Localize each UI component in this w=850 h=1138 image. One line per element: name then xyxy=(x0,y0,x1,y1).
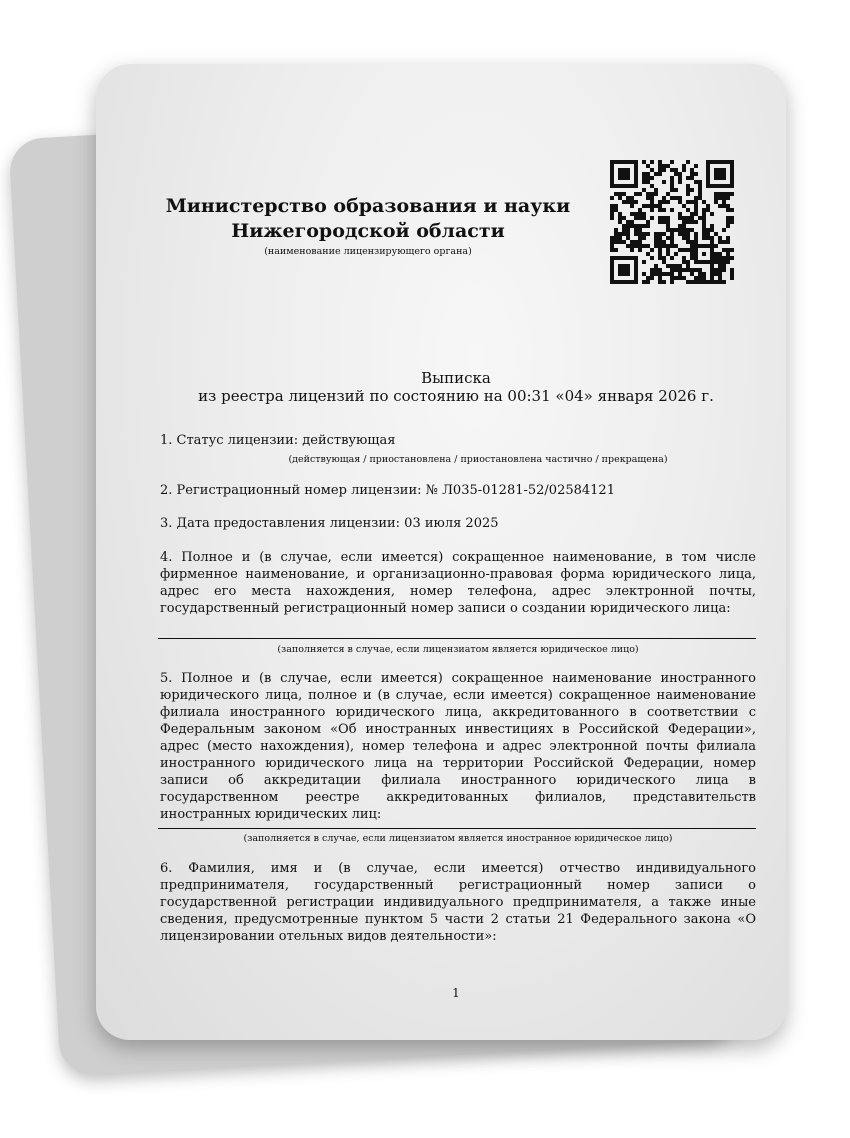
item-status: 1. Статус лицензии: действующая xyxy=(160,433,396,448)
document-page xyxy=(96,64,786,1040)
item-legal-entity: 4. Полное и (в случае, если имеется) сокращенное наименование, в том числе фирменное наименование, и организационно-правовая форма юридического лица, адрес его места нахождения, номер телефона, адрес электронной почты, государственный регистрационный номер записи о создании юридического лица: xyxy=(160,550,756,616)
legal-entity-caption: (заполняется в случае, если лицензиатом является юридическое лицо) xyxy=(277,644,639,655)
document-title xyxy=(126,369,786,405)
licensing-authority xyxy=(158,194,578,244)
authority-caption: (наименование лицензирующего органа) xyxy=(264,246,472,257)
item-registration-number: 2. Регистрационный номер лицензии: № Л035-01281-52/02584121 xyxy=(160,483,615,498)
foreign-entity-caption: (заполняется в случае, если лицензиатом является иностранное юридическое лицо) xyxy=(243,833,673,844)
item-entrepreneur: 6. Фамилия, имя и (в случае, если имеется) отчество индивидуального предпринимателя, государственный регистрационный номер записи о государственной регистрации индивидуального предпринимателя, а также иные сведения, предусмотренные пунктом 5 части 2 статьи 21 Федерального закона «О лицензировании отельных видов деятельности»: xyxy=(160,861,756,944)
legal-entity-line xyxy=(158,638,756,639)
status-caption: (действующая / приостановлена / приостановлена частично / прекращена) xyxy=(288,454,668,465)
qr-code-icon xyxy=(610,160,734,284)
authority-line-2: Нижегородской области xyxy=(231,220,505,242)
title-line-2: из реестра лицензий по состоянию на 00:31 «04» января 2026 г. xyxy=(198,387,714,405)
title-line-1: Выписка xyxy=(421,369,491,387)
item-foreign-entity: 5. Полное и (в случае, если имеется) сокращенное наименование иностранного юридического лица, полное и (в случае, если имеется) сокращенное наименование филиала иностранного юридического лица, аккредитованного в соответствии с Федеральным законом «Об иностранных инвестициях в Российской Федерации», адрес (место нахождения), номер телефона и адрес электронной почты филиала иностранного юридического лица на территории Российской Федерации, номер записи об аккредитации филиала иностранного юридического лица в государственном реестре аккредитованных филиалов, представительств иностранных юридических лиц: xyxy=(160,671,756,822)
foreign-entity-line xyxy=(158,828,756,829)
page-number: 1 xyxy=(452,986,460,1000)
authority-line-1: Министерство образования и науки xyxy=(165,195,571,217)
item-issue-date: 3. Дата предоставления лицензии: 03 июля 2025 xyxy=(160,516,499,531)
